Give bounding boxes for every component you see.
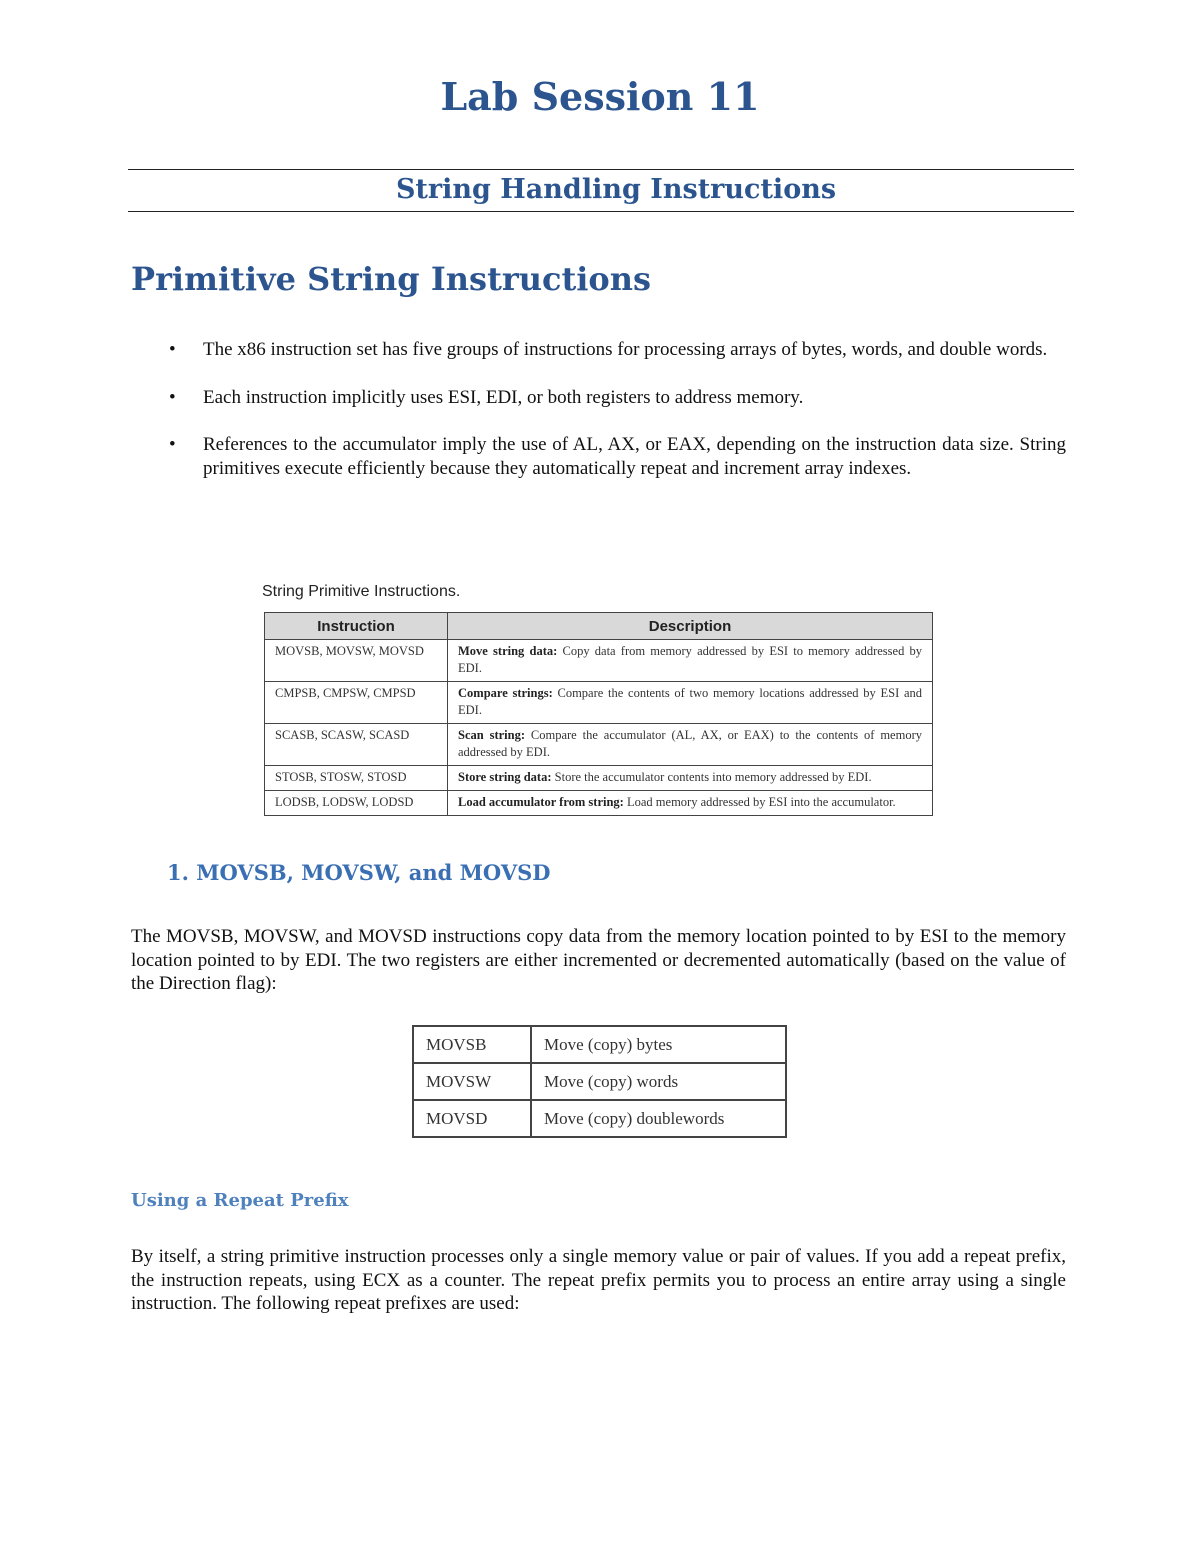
description-text: Copy data from memory addressed by ESI to memory addressed by EDI.: [458, 644, 923, 675]
instruction-cell: LODSB, LODSW, LODSD: [265, 791, 448, 816]
document-subtitle: String Handling Instructions: [395, 174, 837, 205]
movs-name-cell: MOVSD: [413, 1100, 531, 1137]
section-heading-primitive: Primitive String Instructions: [131, 260, 652, 298]
table-row: [265, 766, 933, 791]
subtitle-top-rule: [128, 169, 1074, 170]
document-title: Lab Session 11: [440, 74, 760, 119]
table-header-row: [265, 613, 933, 640]
instruction-cell: MOVSB, MOVSW, MOVSD: [265, 640, 448, 682]
column-header-description: Description: [448, 613, 933, 640]
instruction-cell: CMPSB, CMPSW, CMPSD: [265, 682, 448, 724]
table-row: [265, 791, 933, 816]
instruction-cell: SCASB, SCASW, SCASD: [265, 724, 448, 766]
description-cell: [448, 791, 933, 816]
bullet-icon: •: [169, 386, 176, 408]
bullet-list: [131, 338, 1066, 504]
bullet-text: References to the accumulator imply the use of AL, AX, or EAX, depending on the instruction data size. String primitives execute efficiently because they automatically repeat and increment array indexes.: [203, 434, 1066, 479]
description-text: Compare the accumulator (AL, AX, or EAX) to the contents of memory addressed by EDI.: [458, 728, 922, 759]
description-label: Scan string:: [458, 728, 526, 742]
movs-name-cell: MOVSW: [413, 1063, 531, 1100]
section-heading-movs: 1. MOVSB, MOVSW, and MOVSD: [167, 860, 551, 885]
bullet-item: [131, 338, 1066, 362]
primitive-instructions-table: [264, 612, 933, 816]
bullet-item: [131, 386, 1066, 410]
figure-caption: String Primitive Instructions.: [262, 583, 461, 600]
movs-meaning-cell: Move (copy) doublewords: [531, 1100, 786, 1137]
table-row: [413, 1026, 786, 1063]
description-label: Compare strings:: [458, 686, 553, 700]
bullet-icon: •: [169, 434, 176, 455]
description-text: Load memory addressed by ESI into the accumulator.: [626, 795, 896, 809]
section-heading-repeat-prefix: Using a Repeat Prefix: [131, 1190, 349, 1211]
bullet-icon: •: [169, 339, 176, 360]
bullet-text: The x86 instruction set has five groups of instructions for processing arrays of bytes, words, and double words.: [203, 339, 1048, 360]
description-text: Compare the contents of two memory locations addressed by ESI and EDI.: [458, 686, 923, 717]
movs-meaning-cell: Move (copy) words: [531, 1063, 786, 1100]
movs-name-cell: MOVSB: [413, 1026, 531, 1063]
description-cell: [448, 766, 933, 791]
table-row: [413, 1063, 786, 1100]
description-cell: [448, 640, 933, 682]
repeat-paragraph: By itself, a string primitive instruction processes only a single memory value or pair of values. If you add a repeat prefix, the instruction repeats, using ECX as a counter. The repeat prefix permits you to process an entire array using a single instruction. The following repeat prefixes are used:: [131, 1246, 1066, 1314]
bullet-text: Each instruction implicitly uses ESI, EDI, or both registers to address memory.: [203, 386, 804, 408]
movs-table: [412, 1025, 787, 1138]
movs-meaning-cell: Move (copy) bytes: [531, 1026, 786, 1063]
description-cell: [448, 724, 933, 766]
subtitle-bottom-rule: [128, 211, 1074, 212]
description-label: Move string data:: [458, 644, 558, 658]
description-text: Store the accumulator contents into memory addressed by EDI.: [554, 770, 872, 784]
description-label: Store string data:: [458, 770, 552, 784]
movs-paragraph: The MOVSB, MOVSW, and MOVSD instructions copy data from the memory location pointed to by ESI to the memory location pointed to by EDI. The two registers are either incremented or decremented automatically (based on the value of the Direction flag):: [131, 926, 1066, 994]
table-row: [413, 1100, 786, 1137]
table-row: [265, 682, 933, 724]
bullet-item: [131, 433, 1066, 480]
table-row: [265, 724, 933, 766]
description-label: Load accumulator from string:: [458, 795, 624, 809]
table-row: [265, 640, 933, 682]
description-cell: [448, 682, 933, 724]
instruction-cell: STOSB, STOSW, STOSD: [265, 766, 448, 791]
column-header-instruction: Instruction: [265, 613, 448, 640]
